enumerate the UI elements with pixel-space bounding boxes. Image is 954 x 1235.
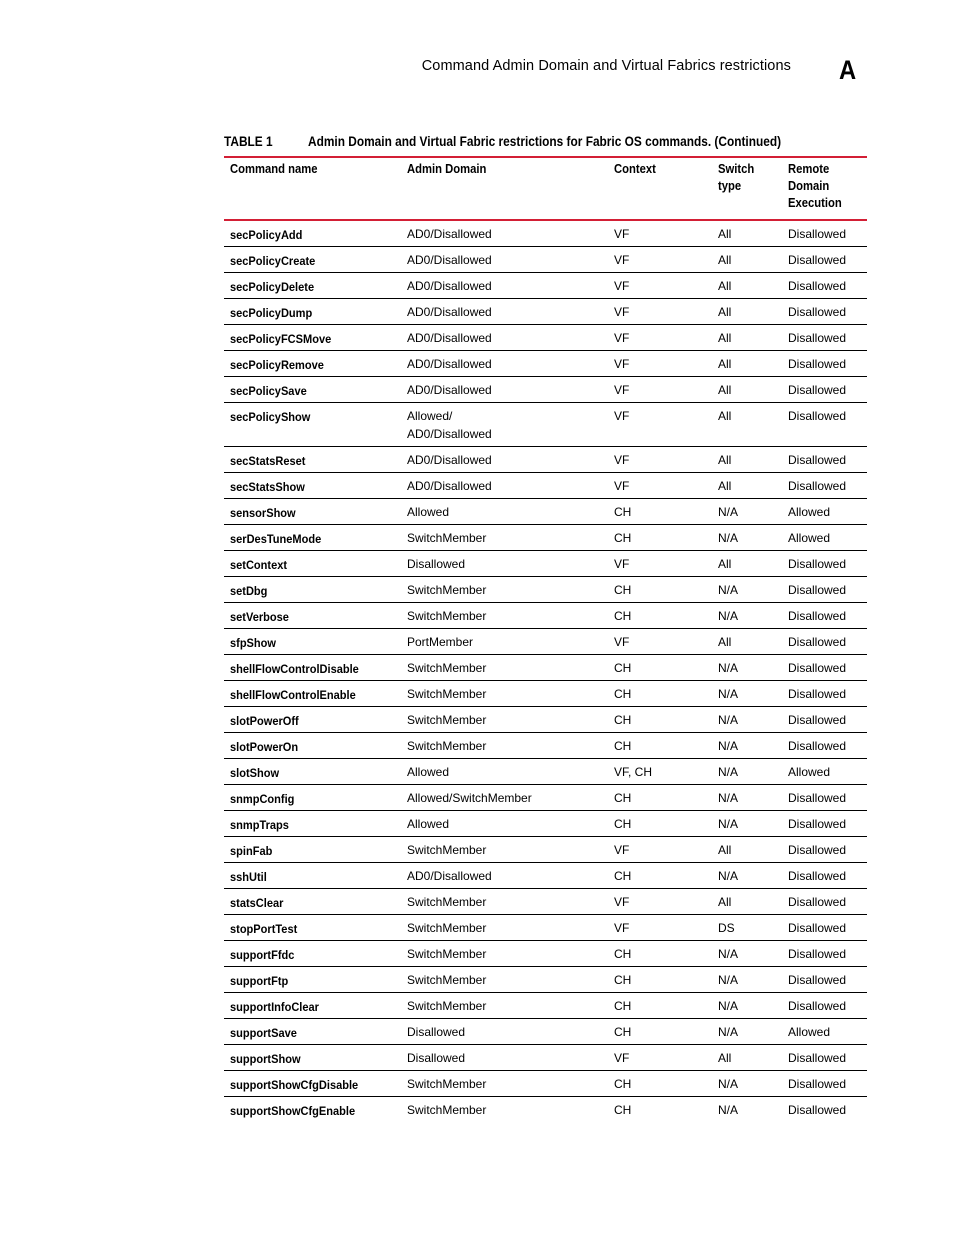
column-header-remote-line2: Domain	[788, 179, 830, 193]
context-cell: VF	[614, 921, 630, 935]
column-header-remote-line1: Remote	[788, 162, 830, 176]
admin-domain-cell: AD0/Disallowed	[407, 453, 492, 467]
command-name-cell: secPolicyDump	[230, 306, 313, 320]
context-cell: CH	[614, 791, 632, 805]
context-cell: VF	[614, 357, 630, 371]
context-cell: CH	[614, 531, 632, 545]
table-top-rule	[224, 156, 867, 158]
switch-type-cell: DS	[718, 921, 735, 935]
table-row	[224, 967, 867, 993]
admin-domain-cell: SwitchMember	[407, 895, 487, 909]
command-name-cell: secPolicyShow	[230, 410, 311, 424]
context-cell: VF	[614, 843, 630, 857]
switch-type-cell: All	[718, 557, 732, 571]
remote-domain-execution-cell: Allowed	[788, 765, 831, 779]
remote-domain-execution-cell: Disallowed	[788, 479, 847, 493]
context-cell: VF	[614, 895, 630, 909]
switch-type-cell: N/A	[718, 1103, 739, 1117]
admin-domain-cell: Disallowed	[407, 557, 466, 571]
context-cell: CH	[614, 973, 632, 987]
switch-type-cell: N/A	[718, 505, 739, 519]
context-cell: VF	[614, 331, 630, 345]
admin-domain-cell: SwitchMember	[407, 1103, 487, 1117]
switch-type-cell: N/A	[718, 947, 739, 961]
command-name-cell: snmpTraps	[230, 818, 289, 832]
admin-domain-cell: AD0/Disallowed	[407, 253, 492, 267]
command-name-cell: supportShowCfgEnable	[230, 1104, 356, 1118]
admin-domain-cell: Allowed	[407, 505, 450, 519]
command-name-cell: shellFlowControlDisable	[230, 662, 359, 676]
remote-domain-execution-cell: Disallowed	[788, 869, 847, 883]
command-name-cell: spinFab	[230, 844, 273, 858]
command-name-cell: snmpConfig	[230, 792, 295, 806]
admin-domain-cell: AD0/Disallowed	[407, 383, 492, 397]
admin-domain-cell: SwitchMember	[407, 687, 487, 701]
context-cell: VF, CH	[614, 765, 653, 779]
remote-domain-execution-cell: Disallowed	[788, 557, 847, 571]
remote-domain-execution-cell: Allowed	[788, 531, 831, 545]
command-name-cell: sfpShow	[230, 636, 276, 650]
switch-type-cell: All	[718, 635, 732, 649]
admin-domain-cell: SwitchMember	[407, 739, 487, 753]
context-cell: VF	[614, 557, 630, 571]
context-cell: CH	[614, 817, 632, 831]
table-row	[224, 759, 867, 785]
context-cell: VF	[614, 453, 630, 467]
command-name-cell: supportFtp	[230, 974, 289, 988]
table-row	[224, 889, 867, 915]
table-row	[224, 1045, 867, 1071]
table-row	[224, 837, 867, 863]
context-cell: CH	[614, 713, 632, 727]
remote-domain-execution-cell: Disallowed	[788, 227, 847, 241]
column-header-remote-domain-execution	[788, 161, 842, 212]
switch-type-cell: N/A	[718, 713, 739, 727]
column-header-switch-type-line1: Switch	[718, 162, 755, 176]
switch-type-cell: All	[718, 895, 732, 909]
admin-domain-cell: SwitchMember	[407, 1077, 487, 1091]
table-row	[224, 785, 867, 811]
remote-domain-execution-cell: Disallowed	[788, 453, 847, 467]
table-row	[224, 1019, 867, 1045]
switch-type-cell: All	[718, 479, 732, 493]
admin-domain-cell: AD0/Disallowed	[407, 305, 492, 319]
remote-domain-execution-cell: Disallowed	[788, 895, 847, 909]
context-cell: CH	[614, 661, 632, 675]
command-name-cell: sshUtil	[230, 870, 267, 884]
table-row	[224, 473, 867, 499]
remote-domain-execution-cell: Disallowed	[788, 713, 847, 727]
switch-type-cell: N/A	[718, 583, 739, 597]
switch-type-cell: N/A	[718, 661, 739, 675]
admin-domain-cell: SwitchMember	[407, 583, 487, 597]
remote-domain-execution-cell: Disallowed	[788, 973, 847, 987]
switch-type-cell: N/A	[718, 531, 739, 545]
admin-domain-cell: AD0/Disallowed	[407, 357, 492, 371]
column-header-switch-type-line2: type	[718, 179, 742, 193]
context-cell: CH	[614, 505, 632, 519]
remote-domain-execution-cell: Allowed	[788, 1025, 831, 1039]
command-name-cell: supportShow	[230, 1052, 301, 1066]
command-name-cell: supportSave	[230, 1026, 297, 1040]
remote-domain-execution-cell: Disallowed	[788, 791, 847, 805]
command-name-cell: serDesTuneMode	[230, 532, 322, 546]
command-name-cell: secPolicyFCSMove	[230, 332, 332, 346]
remote-domain-execution-cell: Disallowed	[788, 331, 847, 345]
remote-domain-execution-cell: Disallowed	[788, 253, 847, 267]
table-row	[224, 247, 867, 273]
admin-domain-cell: Allowed	[407, 817, 450, 831]
command-name-cell: secPolicyAdd	[230, 228, 303, 242]
command-name-cell: statsClear	[230, 896, 284, 910]
switch-type-cell: N/A	[718, 869, 739, 883]
command-name-cell: slotShow	[230, 766, 280, 780]
command-name-cell: secStatsShow	[230, 480, 305, 494]
remote-domain-execution-cell: Disallowed	[788, 687, 847, 701]
table-body	[224, 221, 867, 1122]
remote-domain-execution-cell: Disallowed	[788, 1051, 847, 1065]
remote-domain-execution-cell: Disallowed	[788, 921, 847, 935]
admin-domain-cell: SwitchMember	[407, 609, 487, 623]
table-row	[224, 377, 867, 403]
context-cell: VF	[614, 409, 630, 423]
switch-type-cell: All	[718, 253, 732, 267]
table-row	[224, 733, 867, 759]
remote-domain-execution-cell: Disallowed	[788, 947, 847, 961]
switch-type-cell: N/A	[718, 973, 739, 987]
switch-type-cell: All	[718, 383, 732, 397]
table-row	[224, 915, 867, 941]
switch-type-cell: All	[718, 331, 732, 345]
admin-domain-cell: AD0/Disallowed	[407, 331, 492, 345]
switch-type-cell: All	[718, 305, 732, 319]
remote-domain-execution-cell: Disallowed	[788, 1103, 847, 1117]
context-cell: CH	[614, 1077, 632, 1091]
context-cell: CH	[614, 609, 632, 623]
admin-domain-cell: AD0/Disallowed	[407, 227, 492, 241]
admin-domain-cell: Disallowed	[407, 1025, 466, 1039]
admin-domain-cell: SwitchMember	[407, 999, 487, 1013]
context-cell: CH	[614, 999, 632, 1013]
table-header-row	[224, 159, 867, 219]
switch-type-cell: N/A	[718, 1025, 739, 1039]
table-row	[224, 403, 867, 447]
switch-type-cell: All	[718, 409, 732, 423]
switch-type-cell: N/A	[718, 791, 739, 805]
admin-domain-cell: SwitchMember	[407, 713, 487, 727]
remote-domain-execution-cell: Disallowed	[788, 739, 847, 753]
switch-type-cell: N/A	[718, 765, 739, 779]
table-label: TABLE 1	[224, 134, 273, 149]
context-cell: CH	[614, 687, 632, 701]
context-cell: VF	[614, 279, 630, 293]
command-name-cell: secPolicySave	[230, 384, 307, 398]
switch-type-cell: N/A	[718, 687, 739, 701]
table-title: Admin Domain and Virtual Fabric restrictions for Fabric OS commands. (Continued)	[308, 134, 782, 149]
context-cell: CH	[614, 739, 632, 753]
switch-type-cell: All	[718, 453, 732, 467]
admin-domain-cell: SwitchMember	[407, 973, 487, 987]
command-name-cell: stopPortTest	[230, 922, 298, 936]
table-row	[224, 499, 867, 525]
column-header-context: Context	[614, 162, 656, 176]
admin-domain-cell: Allowed/SwitchMember	[407, 791, 532, 805]
context-cell: VF	[614, 1051, 630, 1065]
table-row	[224, 299, 867, 325]
table-row	[224, 1071, 867, 1097]
admin-domain-cell: SwitchMember	[407, 843, 487, 857]
table-row	[224, 707, 867, 733]
switch-type-cell: All	[718, 357, 732, 371]
command-name-cell: secPolicyDelete	[230, 280, 315, 294]
remote-domain-execution-cell: Disallowed	[788, 817, 847, 831]
table-row	[224, 221, 867, 247]
table-row	[224, 525, 867, 551]
table-row	[224, 273, 867, 299]
remote-domain-execution-cell: Disallowed	[788, 635, 847, 649]
remote-domain-execution-cell: Disallowed	[788, 305, 847, 319]
admin-domain-line2: AD0/Disallowed	[407, 427, 492, 441]
table-row	[224, 325, 867, 351]
table-row	[224, 351, 867, 377]
admin-domain-line1: Allowed/	[407, 409, 453, 423]
table-caption	[224, 134, 866, 154]
column-header-switch-type	[718, 161, 754, 195]
command-name-cell: sensorShow	[230, 506, 296, 520]
admin-domain-cell: SwitchMember	[407, 531, 487, 545]
remote-domain-execution-cell: Disallowed	[788, 279, 847, 293]
admin-domain-cell: AD0/Disallowed	[407, 479, 492, 493]
context-cell: VF	[614, 227, 630, 241]
context-cell: VF	[614, 383, 630, 397]
remote-domain-execution-cell: Allowed	[788, 505, 831, 519]
context-cell: CH	[614, 1025, 632, 1039]
appendix-letter: A	[839, 55, 857, 85]
command-name-cell: secStatsReset	[230, 454, 306, 468]
switch-type-cell: All	[718, 1051, 732, 1065]
command-name-cell: supportShowCfgDisable	[230, 1078, 359, 1092]
table-row	[224, 863, 867, 889]
table-row	[224, 447, 867, 473]
table-row	[224, 811, 867, 837]
remote-domain-execution-cell: Disallowed	[788, 409, 847, 423]
column-header-remote-line3: Execution	[788, 196, 842, 210]
context-cell: VF	[614, 253, 630, 267]
remote-domain-execution-cell: Disallowed	[788, 843, 847, 857]
admin-domain-cell: AD0/Disallowed	[407, 279, 492, 293]
command-name-cell: slotPowerOn	[230, 740, 299, 754]
admin-domain-cell	[407, 407, 517, 443]
switch-type-cell: All	[718, 279, 732, 293]
column-header-admin-domain: Admin Domain	[407, 162, 487, 176]
admin-domain-cell: SwitchMember	[407, 661, 487, 675]
context-cell: CH	[614, 1103, 632, 1117]
context-cell: CH	[614, 583, 632, 597]
admin-domain-cell: SwitchMember	[407, 921, 487, 935]
table-row	[224, 655, 867, 681]
remote-domain-execution-cell: Disallowed	[788, 661, 847, 675]
command-name-cell: setVerbose	[230, 610, 289, 624]
admin-domain-cell: AD0/Disallowed	[407, 869, 492, 883]
table-row	[224, 629, 867, 655]
switch-type-cell: N/A	[718, 999, 739, 1013]
switch-type-cell: N/A	[718, 1077, 739, 1091]
command-name-cell: secPolicyCreate	[230, 254, 316, 268]
context-cell: VF	[614, 479, 630, 493]
command-name-cell: shellFlowControlEnable	[230, 688, 356, 702]
table-row	[224, 993, 867, 1019]
remote-domain-execution-cell: Disallowed	[788, 1077, 847, 1091]
switch-type-cell: All	[718, 227, 732, 241]
table-row	[224, 551, 867, 577]
switch-type-cell: N/A	[718, 609, 739, 623]
command-name-cell: secPolicyRemove	[230, 358, 324, 372]
context-cell: CH	[614, 869, 632, 883]
command-name-cell: setDbg	[230, 584, 268, 598]
command-name-cell: setContext	[230, 558, 288, 572]
remote-domain-execution-cell: Disallowed	[788, 999, 847, 1013]
column-header-command-name: Command name	[230, 162, 318, 176]
context-cell: CH	[614, 947, 632, 961]
remote-domain-execution-cell: Disallowed	[788, 609, 847, 623]
switch-type-cell: N/A	[718, 739, 739, 753]
table-row	[224, 941, 867, 967]
context-cell: VF	[614, 305, 630, 319]
context-cell: VF	[614, 635, 630, 649]
table-row	[224, 577, 867, 603]
remote-domain-execution-cell: Disallowed	[788, 357, 847, 371]
switch-type-cell: N/A	[718, 817, 739, 831]
table-row	[224, 1097, 867, 1122]
admin-domain-cell: PortMember	[407, 635, 474, 649]
table-row	[224, 603, 867, 629]
command-name-cell: supportInfoClear	[230, 1000, 319, 1014]
command-name-cell: supportFfdc	[230, 948, 295, 962]
remote-domain-execution-cell: Disallowed	[788, 383, 847, 397]
switch-type-cell: All	[718, 843, 732, 857]
command-name-cell: slotPowerOff	[230, 714, 299, 728]
admin-domain-cell: SwitchMember	[407, 947, 487, 961]
remote-domain-execution-cell: Disallowed	[788, 583, 847, 597]
admin-domain-cell: Disallowed	[407, 1051, 466, 1065]
admin-domain-cell: Allowed	[407, 765, 450, 779]
table-row	[224, 681, 867, 707]
running-header-title: Command Admin Domain and Virtual Fabrics restrictions	[421, 58, 791, 74]
